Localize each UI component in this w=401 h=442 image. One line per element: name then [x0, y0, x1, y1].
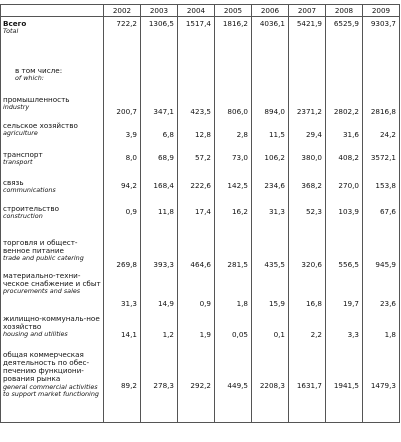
- row-label-ru: торговля и общест-венное питание: [3, 237, 78, 255]
- value-cell-2005: 0,05: [215, 312, 252, 348]
- value-cell-2002: 8,0: [104, 148, 141, 176]
- row-label-en: agriculture: [3, 128, 38, 137]
- value-cell-2007: 52,3: [289, 202, 326, 236]
- value-cell-2004: 12,8: [178, 119, 215, 148]
- value-cell-2009: 9303,7: [363, 17, 400, 51]
- value-cell-2003: 14,9: [141, 269, 178, 312]
- value-cell-2007: 16,8: [289, 269, 326, 312]
- transport-row: [1, 148, 400, 176]
- value-cell-2006: 435,5: [252, 236, 289, 269]
- total-row: [1, 17, 400, 51]
- year-header: 2009: [363, 5, 400, 17]
- row-label-en: procurements and sales: [3, 287, 81, 296]
- value-cell-2004: 464,6: [178, 236, 215, 269]
- value-cell-2007: 368,2: [289, 176, 326, 202]
- row-label-ru: материально-техни-ческое снабжение и сбыт: [3, 270, 101, 288]
- value-cell-2009: 945,9: [363, 236, 400, 269]
- year-header: 2005: [215, 5, 252, 17]
- commercial-row: [1, 348, 400, 423]
- value-cell-2006: 15,9: [252, 269, 289, 312]
- trade-row: [1, 236, 400, 269]
- year-header: 2002: [104, 5, 141, 17]
- value-cell-2009: 153,8: [363, 176, 400, 202]
- value-cell-2006: 894,0: [252, 93, 289, 119]
- value-cell-2008: 103,9: [326, 202, 363, 236]
- housing-row: [1, 312, 400, 348]
- value-cell-2004: 423,5: [178, 93, 215, 119]
- year-header: 2007: [289, 5, 326, 17]
- row-label-cell: [1, 348, 104, 423]
- value-cell-2009: 3572,1: [363, 148, 400, 176]
- value-cell-2002: 14,1: [104, 312, 141, 348]
- value-cell-2004: 57,2: [178, 148, 215, 176]
- value-cell-2006: 2208,3: [252, 348, 289, 423]
- value-cell-2005: 281,5: [215, 236, 252, 269]
- value-cell-2006: 0,1: [252, 312, 289, 348]
- row-label-cell: [1, 17, 104, 51]
- value-cell-2005: 73,0: [215, 148, 252, 176]
- value-cell-2009: 1479,3: [363, 348, 400, 423]
- row-label-ru: строительство: [3, 203, 59, 213]
- row-label-en: transport: [3, 157, 33, 166]
- value-cell-2003: 1,2: [141, 312, 178, 348]
- value-cell-2008: 556,5: [326, 236, 363, 269]
- value-cell-2002: 0,9: [104, 202, 141, 236]
- year-header: 2003: [141, 5, 178, 17]
- value-cell-2006: 106,2: [252, 148, 289, 176]
- row-label-en: housing and utilities: [3, 330, 68, 339]
- value-cell-2006: 31,3: [252, 202, 289, 236]
- value-cell-2007: 29,4: [289, 119, 326, 148]
- value-cell-2007: 1631,7: [289, 348, 326, 423]
- value-cell-2005: 1,8: [215, 269, 252, 312]
- value-cell-2005: 806,0: [215, 93, 252, 119]
- value-cell-2007: 2,2: [289, 312, 326, 348]
- value-cell-2002: 269,8: [104, 236, 141, 269]
- value-cell-2008: 6525,9: [326, 17, 363, 51]
- row-label-ru: транспорт: [3, 149, 43, 159]
- row-label-en: of which:: [15, 73, 44, 82]
- row-label-cell: [1, 176, 104, 202]
- header-corner-cell: [1, 5, 104, 17]
- value-cell-2008: 31,6: [326, 119, 363, 148]
- row-label-ru: жилищно-коммуналь-ное хозяйство: [3, 313, 100, 331]
- value-cell-2005: 142,5: [215, 176, 252, 202]
- value-cell-2009: 24,2: [363, 119, 400, 148]
- row-label-ru: сельское хозяйство: [3, 120, 78, 130]
- value-cell-2005: 2,8: [215, 119, 252, 148]
- value-cell-2002: 722,2: [104, 17, 141, 51]
- year-header: 2004: [178, 5, 215, 17]
- value-cell-2002: 94,2: [104, 176, 141, 202]
- row-label-en: trade and public catering: [3, 253, 84, 262]
- row-label-ru: Всего: [3, 19, 27, 28]
- value-cell-2008: 1941,5: [326, 348, 363, 423]
- year-header: 2008: [326, 5, 363, 17]
- value-cell-2008: 19,7: [326, 269, 363, 312]
- value-cell-2005: 1816,2: [215, 17, 252, 51]
- procurements-row: [1, 269, 400, 312]
- value-cell-2006: 4036,1: [252, 17, 289, 51]
- value-cell-2009: [363, 51, 400, 93]
- value-cell-2008: 2802,2: [326, 93, 363, 119]
- value-cell-2004: 1,9: [178, 312, 215, 348]
- value-cell-2008: 270,0: [326, 176, 363, 202]
- value-cell-2004: 0,9: [178, 269, 215, 312]
- row-label-ru: связь: [3, 177, 24, 187]
- row-label-cell: [1, 312, 104, 348]
- value-cell-2007: 380,0: [289, 148, 326, 176]
- row-label-ru: общая коммерческая деятельность по обес-печению функциони-рования рынка: [3, 349, 90, 384]
- value-cell-2008: [326, 51, 363, 93]
- value-cell-2007: 320,6: [289, 236, 326, 269]
- value-cell-2003: 347,1: [141, 93, 178, 119]
- value-cell-2009: 1,8: [363, 312, 400, 348]
- value-cell-2003: 1306,5: [141, 17, 178, 51]
- row-label-ru: в том числе:: [15, 65, 63, 75]
- value-cell-2006: [252, 51, 289, 93]
- agriculture-row: [1, 119, 400, 148]
- value-cell-2007: 2371,2: [289, 93, 326, 119]
- row-label-cell: [1, 236, 104, 269]
- value-cell-2003: [141, 51, 178, 93]
- value-cell-2002: 31,3: [104, 269, 141, 312]
- value-cell-2003: 393,3: [141, 236, 178, 269]
- row-label-cell: [1, 148, 104, 176]
- row-label-en: construction: [3, 211, 43, 220]
- row-label-cell: [1, 93, 104, 119]
- value-cell-2003: 68,9: [141, 148, 178, 176]
- value-cell-2009: 2816,8: [363, 93, 400, 119]
- value-cell-2004: 222,6: [178, 176, 215, 202]
- value-cell-2009: 67,6: [363, 202, 400, 236]
- value-cell-2002: 89,2: [104, 348, 141, 423]
- industry-row: [1, 93, 400, 119]
- value-cell-2003: 278,3: [141, 348, 178, 423]
- value-cell-2005: 16,2: [215, 202, 252, 236]
- construction-row: [1, 202, 400, 236]
- investment-table: [0, 4, 400, 423]
- year-header: 2006: [252, 5, 289, 17]
- row-label-ru: промышленность: [3, 94, 70, 104]
- value-cell-2003: 168,4: [141, 176, 178, 202]
- row-label-cell: [1, 119, 104, 148]
- value-cell-2002: 200,7: [104, 93, 141, 119]
- row-label-en: Total: [3, 27, 19, 36]
- value-cell-2002: [104, 51, 141, 93]
- header-row: [1, 5, 400, 17]
- value-cell-2003: 6,8: [141, 119, 178, 148]
- value-cell-2008: 3,3: [326, 312, 363, 348]
- value-cell-2009: 23,6: [363, 269, 400, 312]
- value-cell-2004: [178, 51, 215, 93]
- row-label-cell: [1, 202, 104, 236]
- value-cell-2005: [215, 51, 252, 93]
- value-cell-2006: 234,6: [252, 176, 289, 202]
- communications-row: [1, 176, 400, 202]
- value-cell-2003: 11,8: [141, 202, 178, 236]
- row-label-en: communications: [3, 185, 56, 194]
- row-label-cell: [1, 269, 104, 312]
- row-label-en: general commercial activities to support market functioning: [3, 382, 99, 399]
- value-cell-2002: 3,9: [104, 119, 141, 148]
- value-cell-2005: 449,5: [215, 348, 252, 423]
- value-cell-2006: 11,5: [252, 119, 289, 148]
- value-cell-2007: 5421,9: [289, 17, 326, 51]
- value-cell-2008: 408,2: [326, 148, 363, 176]
- value-cell-2007: [289, 51, 326, 93]
- value-cell-2004: 292,2: [178, 348, 215, 423]
- row-label-en: industry: [3, 102, 30, 111]
- row-label-cell: [1, 51, 104, 93]
- of-which-row: [1, 51, 400, 93]
- value-cell-2004: 17,4: [178, 202, 215, 236]
- value-cell-2004: 1517,4: [178, 17, 215, 51]
